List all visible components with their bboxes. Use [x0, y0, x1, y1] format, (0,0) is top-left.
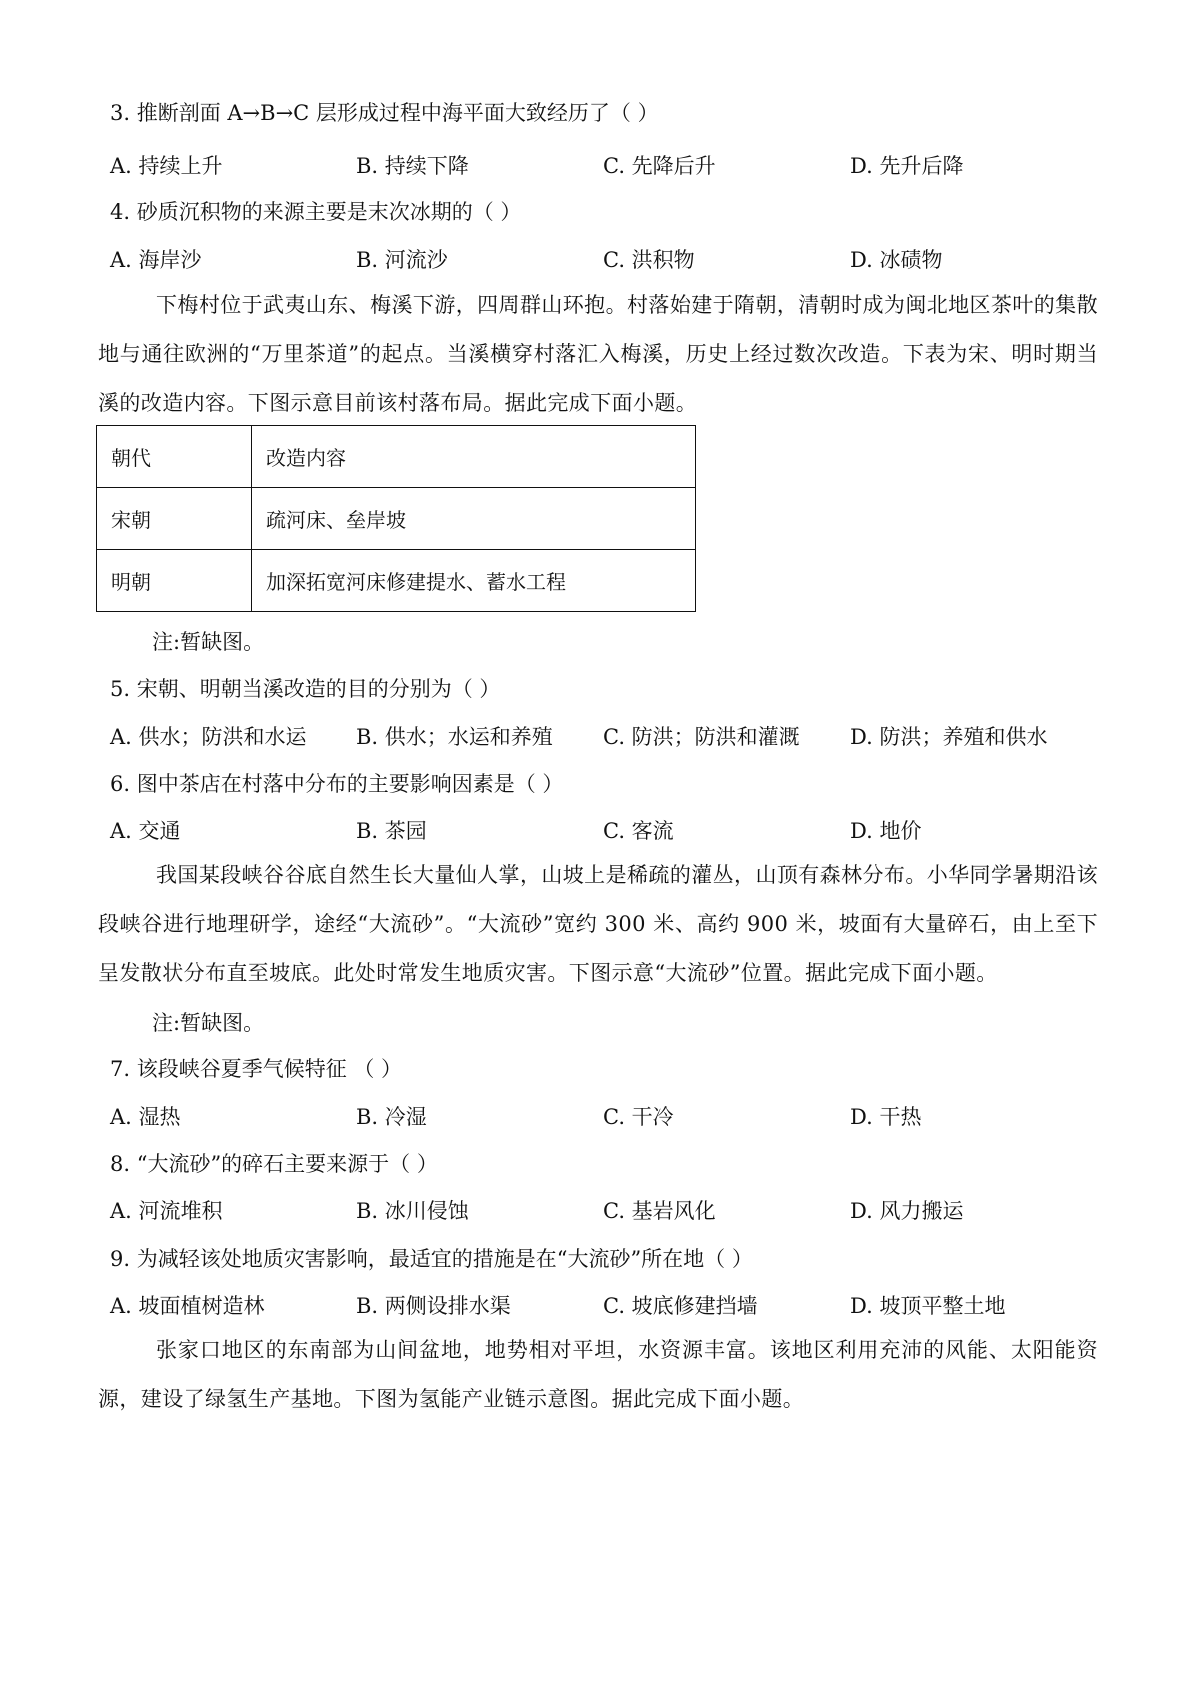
option-b[interactable]: B. 河流沙 [356, 248, 448, 272]
option-b[interactable]: B. 冷湿 [356, 1105, 427, 1129]
option-b[interactable]: B. 两侧设排水渠 [356, 1294, 511, 1318]
table-cell-dynasty: 明朝 [97, 550, 252, 612]
question-5-stem: 5. 宋朝、明朝当溪改造的目的分别为（ ） [110, 677, 501, 701]
question-5-options [110, 723, 1110, 751]
passage-xiamei-village: 下梅村位于武夷山东、梅溪下游，四周群山环抱。村落始建于隋朝，清朝时成为闽北地区茶叶的集散地与通往欧洲的“万里茶道”的起点。当溪横穿村落汇入梅溪，历史上经过数次改造。下表为宋、明时期当溪的改造内容。下图示意目前该村落布局。据此完成下面小题。 [98, 293, 1098, 415]
question-3-options [110, 152, 1110, 180]
option-c[interactable]: C. 客流 [603, 819, 674, 843]
option-d[interactable]: D. 冰碛物 [850, 248, 943, 272]
question-9-options [110, 1292, 1110, 1320]
option-c[interactable]: C. 干冷 [603, 1105, 674, 1129]
question-4-stem: 4. 砂质沉积物的来源主要是末次冰期的（ ） [110, 200, 522, 224]
option-c[interactable]: C. 基岩风化 [603, 1199, 716, 1223]
option-d[interactable]: D. 风力搬运 [850, 1199, 964, 1223]
question-6-stem: 6. 图中茶店在村落中分布的主要影响因素是（ ） [110, 772, 564, 796]
option-d[interactable]: D. 坡顶平整土地 [850, 1294, 1006, 1318]
table-header-dynasty: 朝代 [97, 426, 252, 488]
question-7-options [110, 1103, 1110, 1131]
question-6-options [110, 817, 1110, 845]
option-a[interactable]: A. 交通 [110, 819, 181, 843]
option-c[interactable]: C. 先降后升 [603, 154, 716, 178]
option-a[interactable]: A. 供水；防洪和水运 [110, 725, 307, 749]
figure-missing-note: 注:暂缺图。 [152, 1011, 265, 1035]
table-row [97, 550, 696, 612]
question-7-stem: 7. 该段峡谷夏季气候特征 （ ） [110, 1057, 403, 1081]
passage-zhangjiakou: 张家口地区的东南部为山间盆地，地势相对平坦，水资源丰富。该地区利用充沛的风能、太阳能资源，建设了绿氢生产基地。下图为氢能产业链示意图。据此完成下面小题。 [98, 1338, 1098, 1411]
question-8-stem: 8. “大流砂”的碎石主要来源于（ ） [110, 1152, 438, 1176]
question-8-options [110, 1197, 1110, 1225]
question-9-stem: 9. 为减轻该处地质灾害影响，最适宜的措施是在“大流砂”所在地（ ） [110, 1247, 753, 1271]
table-cell-dynasty: 宋朝 [97, 488, 252, 550]
option-a[interactable]: A. 持续上升 [110, 154, 223, 178]
table-row [97, 488, 696, 550]
option-a[interactable]: A. 湿热 [110, 1105, 181, 1129]
option-d[interactable]: D. 先升后降 [850, 154, 964, 178]
option-c[interactable]: C. 洪积物 [603, 248, 695, 272]
option-c[interactable]: C. 坡底修建挡墙 [603, 1294, 758, 1318]
option-a[interactable]: A. 河流堆积 [110, 1199, 223, 1223]
option-b[interactable]: B. 茶园 [356, 819, 427, 843]
option-a[interactable]: A. 坡面植树造林 [110, 1294, 265, 1318]
option-d[interactable]: D. 防洪；养殖和供水 [850, 725, 1048, 749]
figure-missing-note: 注:暂缺图。 [152, 630, 265, 654]
renovation-table [96, 425, 696, 612]
option-d[interactable]: D. 干热 [850, 1105, 922, 1129]
question-3-stem: 3. 推断剖面 A→B→C 层形成过程中海平面大致经历了（ ） [110, 101, 659, 125]
option-c[interactable]: C. 防洪；防洪和灌溉 [603, 725, 800, 749]
table-cell-content: 疏河床、垒岸坡 [252, 488, 696, 550]
option-b[interactable]: B. 供水；水运和养殖 [356, 725, 553, 749]
option-d[interactable]: D. 地价 [850, 819, 922, 843]
option-b[interactable]: B. 持续下降 [356, 154, 469, 178]
passage-canyon: 我国某段峡谷谷底自然生长大量仙人掌，山坡上是稀疏的灌丛，山顶有森林分布。小华同学暑期沿该段峡谷进行地理研学，途经“大流砂”。“大流砂”宽约 300 米、高约 900 米，坡面有大量碎石，由上至下呈发散状分布直至坡底。此处时常发生地质灾害。下图示意“大流砂”位置。据此完成下面小题。 [98, 863, 1098, 985]
option-a[interactable]: A. 海岸沙 [110, 248, 202, 272]
table-header-row [97, 426, 696, 488]
option-b[interactable]: B. 冰川侵蚀 [356, 1199, 469, 1223]
question-4-options [110, 246, 1110, 274]
table-header-content: 改造内容 [252, 426, 696, 488]
table-cell-content: 加深拓宽河床修建提水、蓄水工程 [252, 550, 696, 612]
